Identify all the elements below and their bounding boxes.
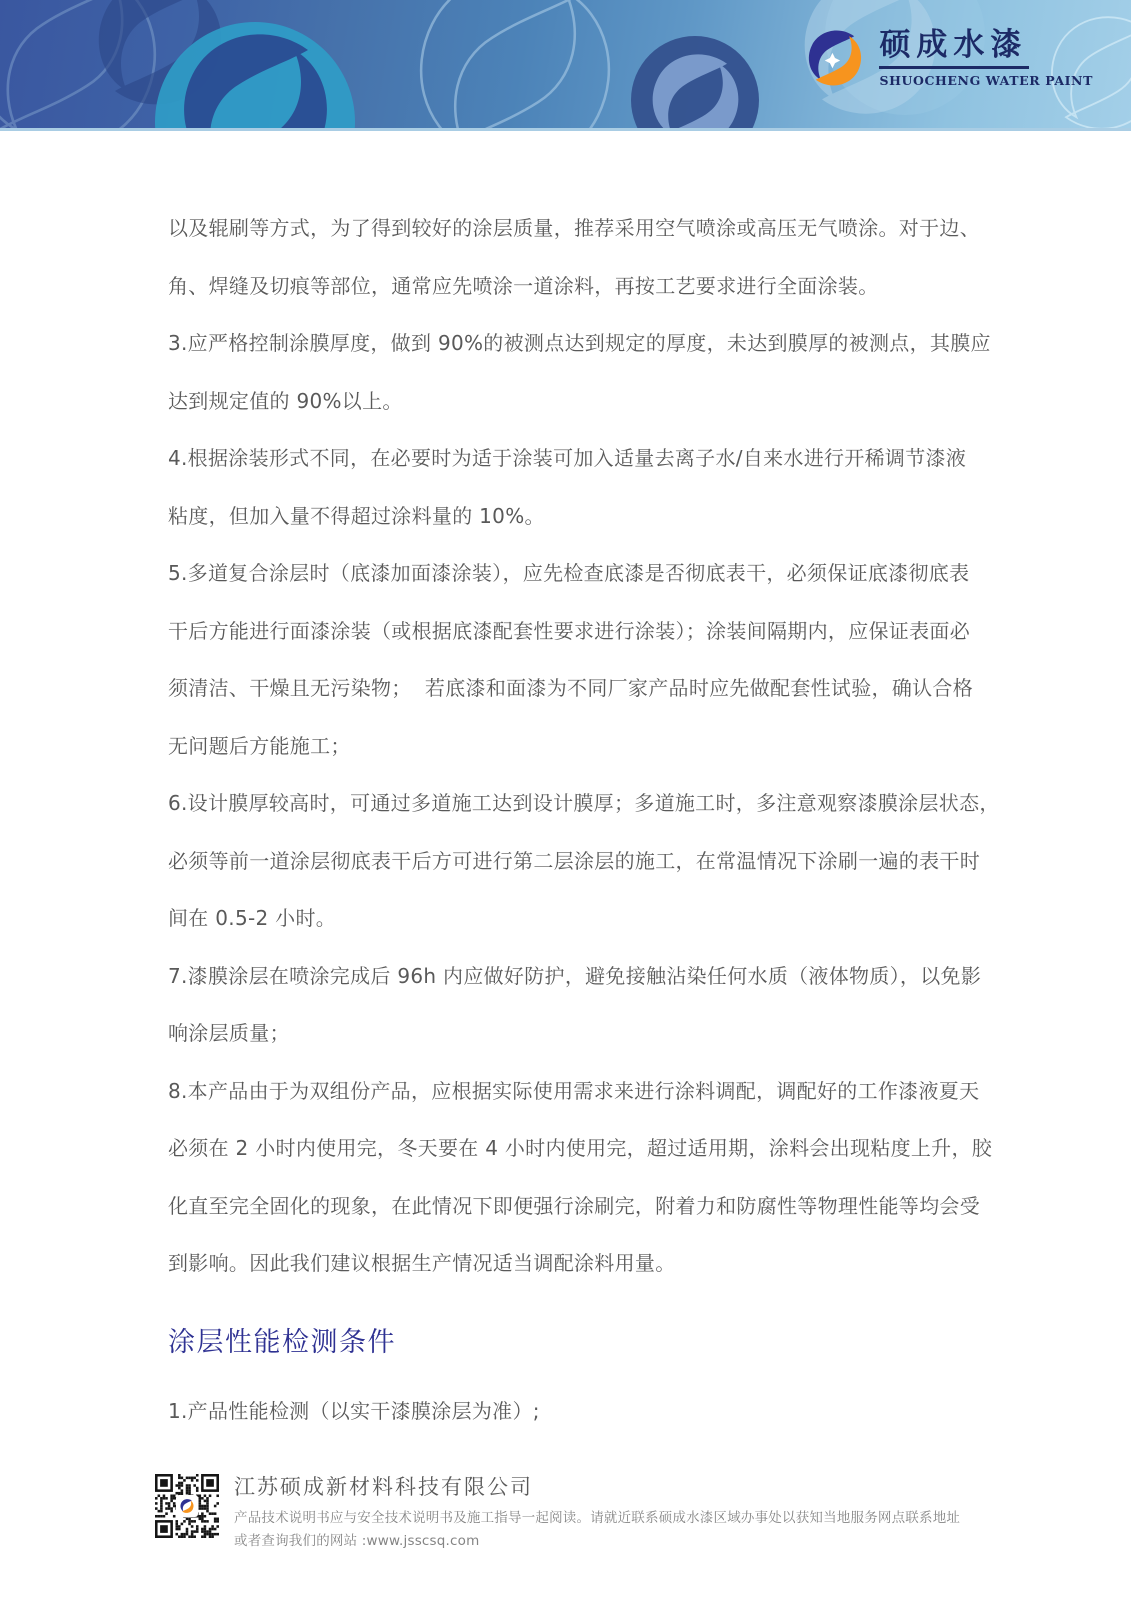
footer	[155, 1474, 960, 1552]
footer-note-line: 或者查询我们的网站 :www.jsscsq.com	[234, 1532, 480, 1549]
body-line: 无问题后方能施工；	[168, 733, 351, 758]
body-text	[168, 200, 1000, 1293]
section-heading: 涂层性能检测条件	[168, 1327, 396, 1358]
body-line: 8.本产品由于为双组份产品，应根据实际使用需求来进行涂料调配，调配好的工作漆液夏天	[168, 1078, 980, 1103]
body-line: 1.产品性能检测（以实干漆膜涂层为准）;	[168, 1399, 540, 1423]
qr-code	[155, 1474, 219, 1538]
body-line: 化直至完全固化的现象，在此情况下即便强行涂刷完，附着力和防腐性等物理性能等均会受	[168, 1193, 980, 1218]
body-line: 角、焊缝及切痕等部位，通常应先喷涂一道涂料，再按工艺要求进行全面涂装。	[168, 273, 879, 298]
body-line: 间在 0.5-2 小时。	[168, 906, 337, 930]
brand-name-cn: 硕成水漆	[879, 28, 1029, 70]
body-line: 4.根据涂装形式不同，在必要时为适于涂装可加入适量去离子水/自来水进行开稀调节漆液	[168, 446, 967, 470]
body-line: 须清洁、干燥且无污染物； 若底漆和面漆为不同厂家产品时应先做配套性试验，确认合格	[168, 676, 974, 700]
body-line: 5.多道复合涂层时（底漆加面漆涂装），应先检查底漆是否彻底表干，必须保证底漆彻底表	[168, 561, 970, 585]
brand-logo	[803, 26, 1093, 90]
body-line: 必须等前一道涂层彻底表干后方可进行第二层涂层的施工，在常温情况下涂刷一遍的表干时	[168, 848, 980, 873]
brand-logo-icon	[179, 1498, 195, 1514]
body-line: 6.设计膜厚较高时，可通过多道施工达到设计膜厚；多道施工时，多注意观察漆膜涂层状态，	[168, 791, 1000, 815]
body-line: 到影响。因此我们建议根据生产情况适当调配涂料用量。	[168, 1251, 676, 1275]
body-line: 以及辊刷等方式，为了得到较好的涂层质量，推荐采用空气喷涂或高压无气喷涂。对于边、	[168, 216, 980, 240]
body-line: 达到规定值的 90%以上。	[168, 388, 403, 413]
header-banner	[0, 0, 1131, 131]
qr-center-logo	[176, 1495, 198, 1517]
footer-note-line: 产品技术说明书应与安全技术说明书及施工指导一起阅读。请就近联系硕成水漆区域办事处以获知当地服务网点联系地址	[234, 1510, 961, 1526]
brand-logo-icon	[803, 26, 867, 90]
body-line: 必须在 2 小时内使用完，冬天要在 4 小时内使用完，超过适用期，涂料会出现粘度上升，胶	[168, 1136, 993, 1160]
body-line: 响涂层质量；	[168, 1021, 290, 1045]
brand-name-en: SHUOCHENG WATER PAINT	[879, 73, 1093, 89]
body-line: 3.应严格控制涂膜厚度，做到 90%的被测点达到规定的厚度，未达到膜厚的被测点，其膜应	[168, 331, 991, 355]
body-line: 粘度，但加入量不得超过涂料量的 10%。	[168, 503, 545, 528]
body-line: 7.漆膜涂层在喷涂完成后 96h 内应做好防护，避免接触沾染任何水质（液体物质），以免影	[168, 963, 982, 988]
footer-notes	[234, 1507, 960, 1552]
body-line: 干后方能进行面漆涂装（或根据底漆配套性要求进行涂装）；涂装间隔期内，应保证表面必	[168, 618, 970, 643]
company-name: 江苏硕成新材料科技有限公司	[234, 1475, 533, 1499]
